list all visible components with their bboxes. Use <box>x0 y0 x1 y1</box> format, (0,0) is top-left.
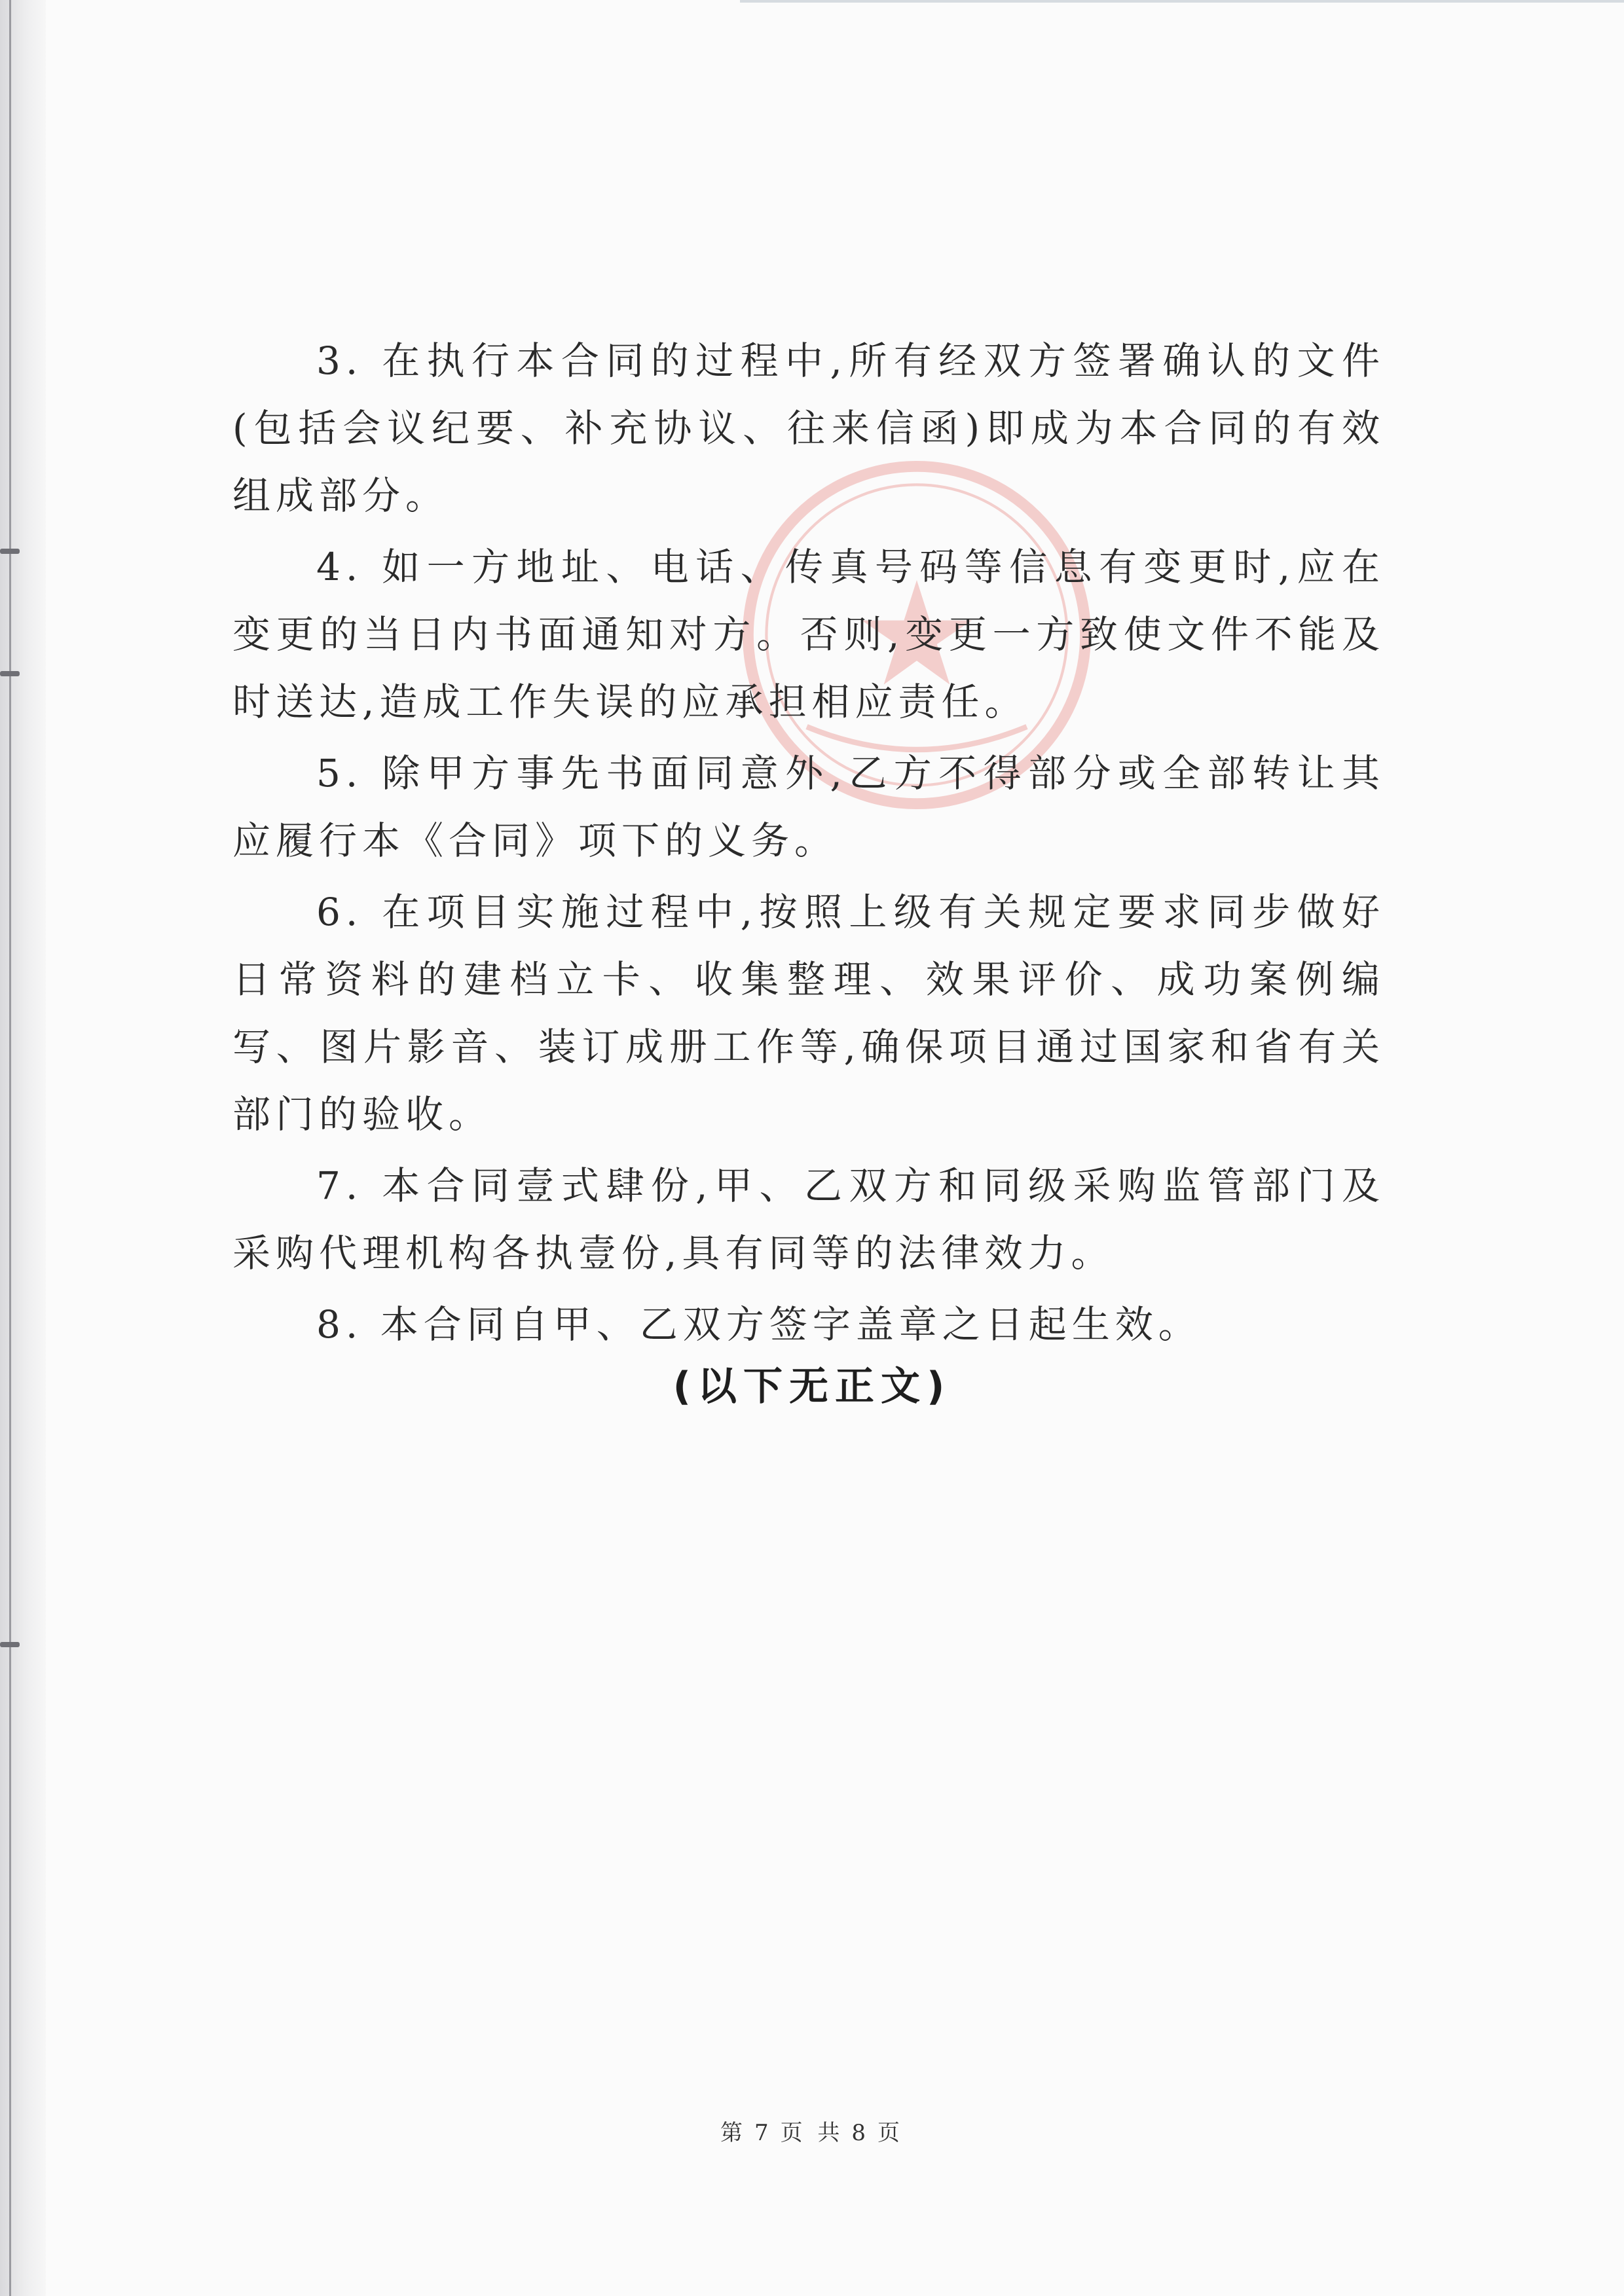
clause-5: 5. 除甲方事先书面同意外,乙方不得部分或全部转让其应履行本《合同》项下的义务。 <box>232 751 1385 863</box>
clause-7: 7. 本合同壹式肆份,甲、乙双方和同级采购监管部门及采购代理机构各执壹份,具有同等的法律效力。 <box>232 1163 1385 1275</box>
end-of-text-note: (以下无正文) <box>673 1364 951 1410</box>
page-label-prefix: 第 <box>720 2120 747 2146</box>
scan-top-edge <box>740 0 1624 3</box>
page-label-mid: 页 共 <box>780 2120 844 2146</box>
clause-6: 6. 在项目实施过程中,按照上级有关规定要求同步做好日常资料的建档立卡、收集整理、效果评价、成功案例编写、图片影音、装订成册工作等,确保项目通过国家和省有关部门的验收。 <box>232 890 1385 1137</box>
clause-3: 3. 在执行本合同的过程中,所有经双方签署确认的文件(包括会议纪要、补充协议、往来信函)即成为本合同的有效组成部分。 <box>232 338 1385 518</box>
binding-edge <box>0 0 46 2296</box>
page-label-suffix: 页 <box>877 2120 904 2146</box>
staple-mark <box>0 1642 20 1647</box>
staple-mark <box>0 549 20 554</box>
page-number-footer <box>0 2115 1624 2147</box>
staple-mark <box>0 671 20 676</box>
current-page-number: 7 <box>754 2120 773 2146</box>
clause-4: 4. 如一方地址、电话、传真号码等信息有变更时,应在变更的当日内书面通知对方。否则,变更一方致使文件不能及时送达,造成工作失误的应承担相应责任。 <box>232 545 1385 724</box>
clause-8: 8. 本合同自甲、乙双方签字盖章之日起生效。 <box>316 1302 1202 1347</box>
total-page-number: 8 <box>851 2120 870 2146</box>
binding-line <box>9 0 11 2296</box>
contract-body <box>232 327 1385 1362</box>
